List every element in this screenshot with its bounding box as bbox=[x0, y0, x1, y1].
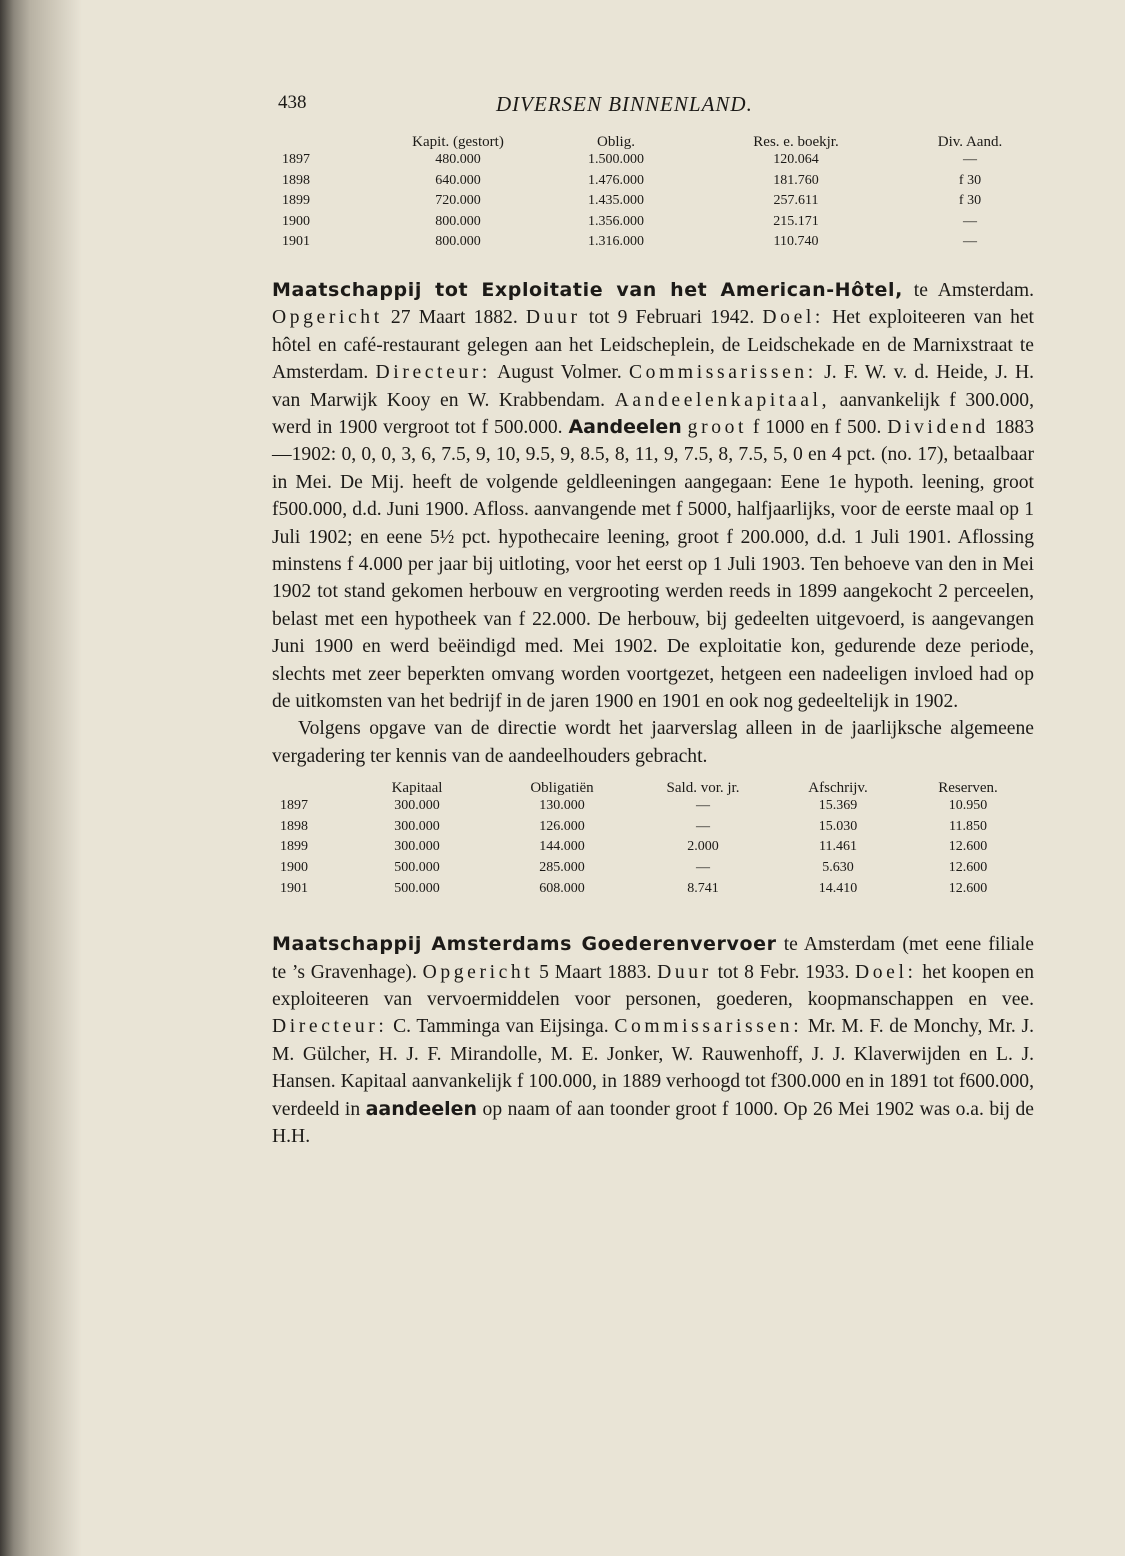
table-row bbox=[280, 860, 1034, 881]
table-cell: 1901 bbox=[282, 234, 310, 250]
table-cell: 1.476.000 bbox=[588, 172, 644, 188]
table-cell: 1.435.000 bbox=[588, 193, 644, 209]
table-header: Kapitaal bbox=[391, 779, 443, 796]
table-cell: 1897 bbox=[282, 152, 310, 167]
table-row bbox=[282, 173, 1034, 194]
field-label: Doel: bbox=[855, 961, 917, 983]
body-text: tot 9 Februari 1942. bbox=[580, 307, 763, 329]
body-text: tot 8 Febr. 1933. bbox=[711, 961, 856, 983]
table-row bbox=[282, 193, 1034, 214]
book-binding-shadow bbox=[0, 0, 82, 1556]
table-cell: 1897 bbox=[280, 798, 308, 814]
running-head bbox=[272, 84, 1034, 124]
table-row bbox=[280, 881, 1034, 902]
table-cell: 640.000 bbox=[435, 172, 481, 188]
body-text: te Amsterdam (met eene filiale te ’s Gravenhage). bbox=[272, 934, 1034, 983]
table-cell: 14.410 bbox=[818, 880, 858, 896]
table-cell: 1900 bbox=[282, 213, 310, 229]
body-text: 5 Maart 1883. bbox=[533, 961, 658, 983]
table-cell: 120.064 bbox=[773, 152, 819, 167]
table-cell: 1900 bbox=[280, 860, 308, 876]
field-label: Duur bbox=[525, 307, 581, 329]
table-cell: — bbox=[696, 818, 710, 834]
entry-american-hotel bbox=[272, 277, 1034, 716]
table-cell: 130.000 bbox=[539, 798, 585, 814]
table-cell: 181.760 bbox=[773, 172, 819, 188]
table-cell: 144.000 bbox=[539, 839, 585, 855]
table-cell: 110.740 bbox=[773, 234, 819, 250]
table-cell: 1898 bbox=[282, 172, 310, 188]
body-text: het koopen en exploiteeren van vervoermiddelen voor personen, goederen, koopmanschappen en vee. bbox=[272, 961, 1035, 1011]
table-cell: 800.000 bbox=[435, 234, 481, 250]
table-cell: 1.500.000 bbox=[588, 152, 644, 167]
entry-amsterdams-goederenvervoer bbox=[272, 931, 1034, 1150]
body-text: f 1000 en f 500. bbox=[747, 417, 888, 438]
table-cell: 1.316.000 bbox=[588, 234, 644, 250]
table-header: Div. Aand. bbox=[937, 133, 1003, 150]
table-header: Oblig. bbox=[597, 133, 635, 150]
table-header: Reserven. bbox=[938, 779, 998, 796]
field-label: Opgericht bbox=[422, 961, 534, 983]
table-cell: 12.600 bbox=[948, 860, 988, 876]
table-cell: — bbox=[696, 860, 710, 876]
table-cell: 11.850 bbox=[949, 818, 987, 834]
table-cell: 285.000 bbox=[539, 860, 585, 876]
table-cell: 500.000 bbox=[394, 880, 440, 896]
financial-table-american-hotel-balance bbox=[280, 778, 1034, 901]
table-cell: 1899 bbox=[282, 193, 310, 209]
entry-american-hotel-annual-report: Volgens opgave van de directie wordt het jaarverslag alleen in de jaarlijksche algemeene vergadering ter kennis van de aandeelhouders gebracht. bbox=[272, 718, 1034, 767]
field-label-bold: aandeelen bbox=[365, 1097, 478, 1120]
table-cell: 300.000 bbox=[394, 798, 440, 814]
table-cell: 720.000 bbox=[435, 193, 481, 209]
table-cell: 1901 bbox=[280, 880, 308, 896]
table-cell: 126.000 bbox=[539, 818, 585, 834]
table-row bbox=[280, 819, 1034, 840]
body-text: te Amsterdam. bbox=[902, 279, 1035, 301]
body-text: C. Tamminga van Eijsinga. bbox=[387, 1016, 615, 1038]
table-cell: 480.000 bbox=[435, 152, 481, 167]
financial-table-american-hotel bbox=[282, 132, 1034, 255]
running-title: DIVERSEN BINNENLAND. bbox=[496, 92, 753, 116]
table-cell: 1899 bbox=[280, 839, 308, 855]
table-header-row bbox=[280, 778, 1034, 798]
table-cell: 300.000 bbox=[394, 818, 440, 834]
table-cell: 11.461 bbox=[819, 839, 857, 855]
table-cell: — bbox=[696, 798, 710, 814]
table-cell: — bbox=[963, 152, 977, 167]
table-row bbox=[282, 234, 1034, 255]
field-label: Dividend bbox=[887, 417, 989, 438]
table-row bbox=[280, 839, 1034, 860]
table-cell: f 30 bbox=[958, 172, 982, 188]
table-cell: 500.000 bbox=[394, 860, 440, 876]
table-row bbox=[280, 798, 1034, 819]
table-row bbox=[282, 152, 1034, 173]
table-header-row bbox=[282, 132, 1034, 152]
table-header: Sald. vor. jr. bbox=[666, 779, 740, 796]
field-label: Commissarissen: bbox=[628, 362, 817, 384]
table-cell: f 30 bbox=[958, 193, 982, 209]
company-name: Maatschappij tot Exploitatie van het American-Hôtel, bbox=[272, 278, 903, 301]
table-cell: 215.171 bbox=[773, 213, 819, 229]
table-cell: 5.630 bbox=[822, 860, 854, 876]
body-text: August Volmer. bbox=[490, 362, 629, 384]
field-label: Aandeelenkapitaal, bbox=[614, 389, 831, 411]
page bbox=[272, 84, 1034, 1151]
table-cell: 12.600 bbox=[948, 839, 988, 855]
table-cell: 608.000 bbox=[539, 880, 585, 896]
table-cell: 8.741 bbox=[687, 880, 719, 896]
table-cell: 15.369 bbox=[818, 798, 858, 814]
table-cell: 15.030 bbox=[818, 818, 858, 834]
table-cell: 1898 bbox=[280, 818, 308, 834]
field-label: Duur bbox=[657, 961, 712, 983]
table-cell: 1.356.000 bbox=[588, 213, 644, 229]
field-label: groot bbox=[687, 417, 748, 438]
table-cell: 300.000 bbox=[394, 839, 440, 855]
table-header: Obligatiën bbox=[530, 779, 594, 796]
body-text: J. F. W. v. d. Heide, J. H. van Marwijk Kooy en W. Krabbendam. bbox=[272, 362, 1034, 411]
table-cell: 12.600 bbox=[948, 880, 988, 896]
body-text: 1883—1902: 0, 0, 0, 3, 6, 7.5, 9, 10, 9.5, 9, 8.5, 8, 11, 9, 7.5, 8, 7.5, 5, 0 en 4 pct. (no. 17), betaalbaar in Mei. De Mij. heeft de volgende geldleeningen aangegaan: Eene 1e hypoth. leening, groot f500.000, d.d. Juni 1900. Afloss. aanvangende met f 5000, halfjaarlijks, voor de eerste maal op 1 Juli 1902; en eene 5½ pct. hypothecaire leening, groot f 200.000, d.d. 1 Juli 1901. Aflossing minstens f 4.000 per jaar bij uitloting, voor het eerst op 1 Juli 1903. Ten behoeve van den in Mei 1902 tot stand gekomen herbouw en vergrooting werden reeds in 1899 aangekocht 2 perceelen, belast met een hypotheek van f 22.000. De herbouw, bij gedeelten uitgevoerd, is aangevangen Juni 1900 en werd beëindigd med. Mei 1902. De exploitatie kon, gedurende deze periode, slechts met zeer beperkten omvang worden voortgezet, hetgeen een nadeeligen invloed had op de uitkomsten van het bedrijf in de jaren 1900 en 1901 en ook nog gedeeltelijk in 1902. bbox=[272, 417, 1035, 713]
table-cell: — bbox=[963, 234, 977, 250]
field-label: Doel: bbox=[762, 307, 824, 329]
field-label: Directeur: bbox=[375, 362, 491, 384]
table-cell: 800.000 bbox=[435, 213, 481, 229]
body-text: aanvankelijk f 300.000, werd in 1900 vergroot tot f 500.000. bbox=[272, 389, 1034, 438]
table-cell: 2.000 bbox=[687, 839, 719, 855]
body-text: Het exploiteeren van het hôtel en café-restaurant gelegen aan het Leidscheplein, de Leidschekade en de Marnixstraat te Amsterdam. bbox=[272, 307, 1035, 384]
table-cell: — bbox=[963, 213, 977, 229]
body-text: op naam of aan toonder groot f 1000. Op 26 Mei 1902 was o.a. bij de H.H. bbox=[272, 1098, 1034, 1148]
table-cell: 257.611 bbox=[773, 193, 819, 209]
table-cell: 10.950 bbox=[948, 798, 988, 814]
table-header bbox=[280, 778, 342, 798]
field-label-bold: Aandeelen bbox=[568, 416, 682, 438]
table-row bbox=[282, 214, 1034, 235]
field-label: Opgericht bbox=[272, 307, 383, 329]
table-header: Kapit. (gestort) bbox=[412, 133, 504, 150]
field-label: Directeur: bbox=[272, 1016, 388, 1038]
body-text: 27 Maart 1882. bbox=[382, 307, 526, 329]
table-header: Afschrijv. bbox=[808, 779, 868, 796]
page-number: 438 bbox=[278, 92, 307, 113]
body-text: Mr. M. F. de Monchy, Mr. J. M. Gülcher, H. J. F. Mirandolle, M. E. Jonker, W. Rauwenhoff, J. J. Klaverwijden en L. J. Hansen. Kapitaal aanvankelijk f 100.000, in 1889 verhoogd tot f300.000 en in 1891 tot f600.000, verdeeld in bbox=[272, 1016, 1035, 1120]
table-header bbox=[282, 132, 370, 152]
company-name: Maatschappij Amsterdams Goederenvervoer bbox=[272, 933, 777, 956]
field-label: Commissarissen: bbox=[614, 1016, 803, 1038]
table-header: Res. e. boekjr. bbox=[753, 133, 839, 150]
